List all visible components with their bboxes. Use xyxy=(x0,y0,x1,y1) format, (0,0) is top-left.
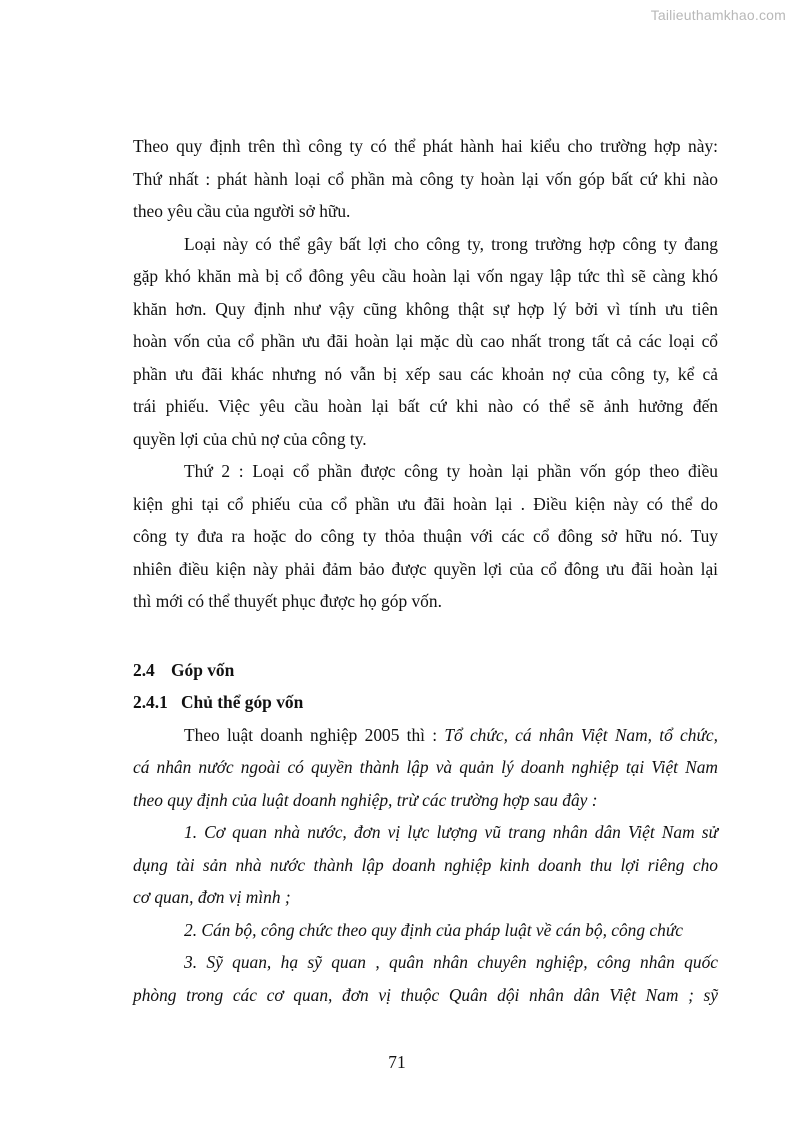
law-lead-text: Theo luật doanh nghiệp 2005 thì : xyxy=(184,724,445,745)
text-line: quyền lợi của chủ nợ của công ty. xyxy=(133,428,367,449)
text-line: Loại này có thể gây bất lợi cho công ty, trong trường hợp công ty đang xyxy=(184,233,718,254)
paragraph-disadvantage xyxy=(133,228,718,456)
list-item-1 xyxy=(133,816,718,914)
text-line: nhiên điều kiện này phải đảm bảo được quyền lợi của cổ đông ưu đãi hoàn lại xyxy=(133,558,718,579)
text-line: 2. Cán bộ, công chức theo quy định của pháp luật về cán bộ, công chức xyxy=(184,919,684,940)
text-line: khăn hơn. Quy định như vậy cũng không thật sự hợp lý bởi vì tính ưu tiên xyxy=(133,298,718,319)
text-line: theo quy định của luật doanh nghiệp, trừ các trường hợp sau đây : xyxy=(133,789,598,810)
list-item-3 xyxy=(133,946,718,1011)
text-line xyxy=(133,719,718,752)
list-item-2 xyxy=(133,914,718,947)
text-line: gặp khó khăn mà bị cổ đông yêu cầu hoàn lại vốn ngay lập tức thì sẽ càng khó xyxy=(133,266,718,286)
text-line: theo yêu cầu của người sở hữu. xyxy=(133,201,351,221)
text-line: trái phiếu. Việc yêu cầu hoàn lại bất cứ khi nào có thể sẽ ảnh hưởng đến xyxy=(133,396,718,416)
section-number: 2.4.1 xyxy=(133,692,168,712)
section-heading-2-4 xyxy=(133,654,718,687)
section-heading-2-4-1 xyxy=(133,686,718,719)
text-line: Theo quy định trên thì công ty có thể phát hành hai kiểu cho trường hợp này: xyxy=(133,136,718,156)
text-line: phòng trong các cơ quan, đơn vị thuộc Quân dội nhân dân Việt Nam ; sỹ xyxy=(133,984,718,1005)
text-line: cá nhân nước ngoài có quyền thành lập và quản lý doanh nghiệp tại Việt Nam xyxy=(133,757,718,777)
page-number: 71 xyxy=(388,1052,406,1072)
document-body xyxy=(133,130,718,1011)
text-line: Thứ nhất : phát hành loại cổ phần mà công ty hoàn lại vốn góp bất cứ khi nào xyxy=(133,168,718,189)
text-line: 3. Sỹ quan, hạ sỹ quan , quân nhân chuyên nghiệp, công nhân quốc xyxy=(184,952,718,972)
section-number: 2.4 xyxy=(133,659,155,680)
text-line: cơ quan, đơn vị mình ; xyxy=(133,887,291,907)
text-line: công ty đưa ra hoặc do công ty thỏa thuận với các cổ đông sở hữu nó. Tuy xyxy=(133,526,718,546)
text-line: dụng tài sản nhà nước thành lập doanh nghiệp kinh doanh thu lợi riêng cho xyxy=(133,854,718,875)
text-line: phần ưu đãi khác nhưng nó vẫn bị xếp sau các khoản nợ của công ty, kể cả xyxy=(133,363,718,384)
text-line: Thứ 2 : Loại cổ phần được công ty hoàn lại phần vốn góp theo điều xyxy=(184,461,718,481)
text-line: thì mới có thể thuyết phục được họ góp vốn. xyxy=(133,591,442,611)
law-lead-italic: Tổ chức, cá nhân Việt Nam, tổ chức, xyxy=(444,724,719,745)
text-line: hoàn vốn của cổ phần ưu đãi hoàn lại mặc dù cao nhất trong tất cả các loại cổ xyxy=(133,331,718,351)
intro-paragraph xyxy=(133,130,718,228)
section-title: Chủ thể góp vốn xyxy=(181,692,304,712)
law-quote-paragraph xyxy=(133,719,718,817)
section-title: Góp vốn xyxy=(171,659,235,680)
section-spacer xyxy=(133,618,718,654)
text-line: 1. Cơ quan nhà nước, đơn vị lực lượng vũ trang nhân dân Việt Nam sử xyxy=(184,822,718,842)
watermark-text: Tailieuthamkhao.com xyxy=(650,7,786,23)
paragraph-second-type xyxy=(133,455,718,618)
text-line: kiện ghi tại cổ phiếu của cổ phần ưu đãi hoàn lại . Điều kiện này có thể do xyxy=(133,493,718,514)
